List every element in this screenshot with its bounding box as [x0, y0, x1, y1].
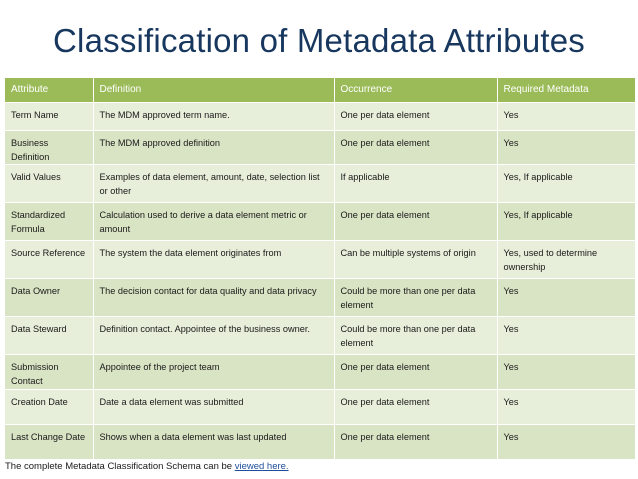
cell-occurrence: Could be more than one per data element: [334, 278, 497, 316]
table-row: [5, 316, 635, 354]
cell-attribute: Source Reference: [5, 240, 93, 278]
viewed-here-link[interactable]: viewed here.: [234, 461, 289, 472]
cell-attribute: Standardized Formula: [5, 202, 93, 240]
column-header-definition: Definition: [93, 78, 334, 102]
cell-required: Yes: [497, 389, 635, 424]
metadata-attributes-table: [5, 78, 635, 459]
cell-attribute: Business Definition: [5, 130, 93, 164]
page-title: Classification of Metadata Attributes: [53, 22, 585, 59]
column-header-occurrence: Occurrence: [334, 78, 497, 102]
cell-occurrence: Can be multiple systems of origin: [334, 240, 497, 278]
cell-definition: Shows when a data element was last updated: [93, 424, 334, 459]
cell-definition: Examples of data element, amount, date, selection list or other: [93, 164, 334, 202]
cell-required: Yes: [497, 102, 635, 130]
cell-definition: Appointee of the project team: [93, 354, 334, 389]
table-row: [5, 102, 635, 130]
cell-attribute: Creation Date: [5, 389, 93, 424]
cell-attribute: Submission Contact: [5, 354, 93, 389]
cell-attribute: Data Steward: [5, 316, 93, 354]
table-header-row: [5, 78, 635, 102]
cell-occurrence: One per data element: [334, 202, 497, 240]
cell-definition: Calculation used to derive a data element metric or amount: [93, 202, 334, 240]
cell-occurrence: One per data element: [334, 424, 497, 459]
cell-required: Yes: [497, 354, 635, 389]
table-row: [5, 424, 635, 459]
column-header-required-metadata: Required Metadata: [497, 78, 635, 102]
footer-text: The complete Metadata Classification Schema can be: [5, 461, 235, 472]
cell-occurrence: One per data element: [334, 354, 497, 389]
cell-required: Yes, used to determine ownership: [497, 240, 635, 278]
cell-attribute: Valid Values: [5, 164, 93, 202]
cell-required: Yes: [497, 316, 635, 354]
cell-occurrence: One per data element: [334, 102, 497, 130]
column-header-attribute: Attribute: [5, 78, 93, 102]
table-row: [5, 354, 635, 389]
table-row: [5, 240, 635, 278]
cell-occurrence: Could be more than one per data element: [334, 316, 497, 354]
cell-required: Yes, If applicable: [497, 202, 635, 240]
table-row: [5, 130, 635, 164]
cell-attribute: Term Name: [5, 102, 93, 130]
cell-required: Yes, If applicable: [497, 164, 635, 202]
table-row: [5, 164, 635, 202]
cell-definition: The decision contact for data quality and data privacy: [93, 278, 334, 316]
cell-definition: Definition contact. Appointee of the business owner.: [93, 316, 334, 354]
table-row: [5, 202, 635, 240]
cell-definition: The MDM approved term name.: [93, 102, 334, 130]
cell-occurrence: If applicable: [334, 164, 497, 202]
cell-required: Yes: [497, 130, 635, 164]
cell-definition: The MDM approved definition: [93, 130, 334, 164]
footer-note: [5, 461, 289, 472]
cell-definition: The system the data element originates from: [93, 240, 334, 278]
cell-required: Yes: [497, 278, 635, 316]
table-row: [5, 389, 635, 424]
cell-attribute: Last Change Date: [5, 424, 93, 459]
table-row: [5, 278, 635, 316]
cell-occurrence: One per data element: [334, 389, 497, 424]
cell-definition: Date a data element was submitted: [93, 389, 334, 424]
cell-required: Yes: [497, 424, 635, 459]
cell-occurrence: One per data element: [334, 130, 497, 164]
cell-attribute: Data Owner: [5, 278, 93, 316]
